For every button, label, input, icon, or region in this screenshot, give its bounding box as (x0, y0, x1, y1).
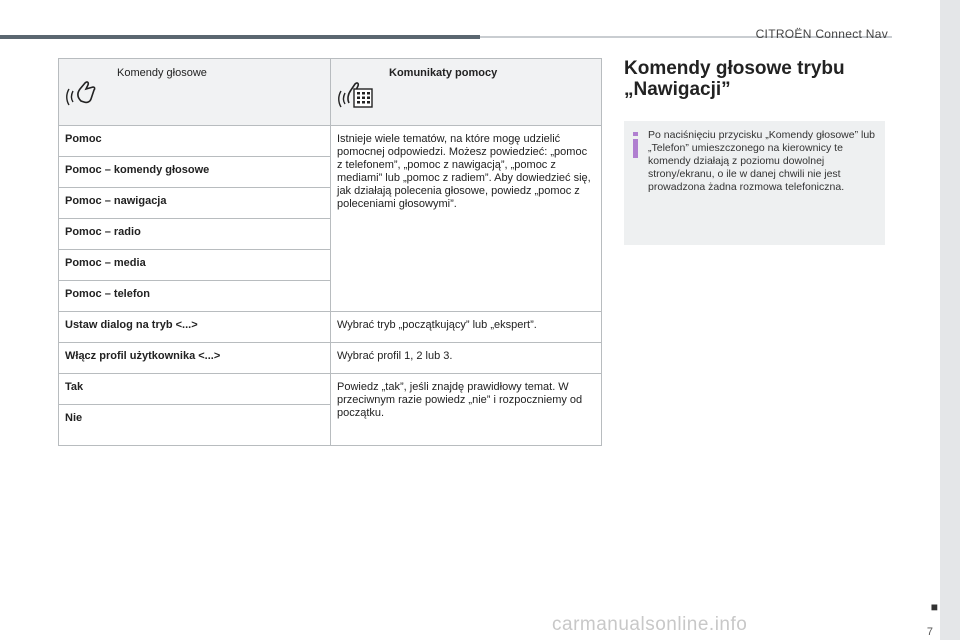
command-cell: Włącz profil użytkownika <...> (59, 343, 331, 374)
voice-help-icon (335, 69, 377, 111)
watermark: carmanualsonline.info (552, 614, 748, 635)
section-title-line1: Komendy głosowe trybu (624, 58, 845, 79)
table-row (59, 126, 602, 157)
header-cell-commands (59, 59, 331, 126)
table-row (59, 343, 602, 374)
voice-command-icon (63, 69, 105, 111)
section-title (624, 58, 886, 100)
help-response-cell: Istnieje wiele tematów, na które mogę udzielić pomocnej odpowiedzi. Możesz powiedzieć: „pomoc z telefonem”, „pomoc z nawigacją”, „pomoc z mediami” lub „pomoc z radiem”. Aby dowiedzieć się, jak działają polecenia głosowe, powiedz „pomoc z poleceniami głosowymi”. (331, 126, 602, 312)
command-cell: Pomoc – telefon (59, 281, 331, 312)
command-cell: Pomoc – media (59, 250, 331, 281)
command-cell: Nie (59, 405, 331, 446)
header-cell-help (331, 59, 602, 126)
command-cell: Tak (59, 374, 331, 405)
command-cell: Pomoc – radio (59, 219, 331, 250)
page-number: 7 (926, 626, 933, 638)
response-cell: Powiedz „tak”, jeśli znajdę prawidłowy temat. W przeciwnym razie powiedz „nie” i rozpoczniemy od początku. (331, 374, 602, 446)
info-box (624, 121, 885, 245)
command-cell: Pomoc – nawigacja (59, 188, 331, 219)
response-cell: Wybrać profil 1, 2 lub 3. (331, 343, 602, 374)
command-cell: Ustaw dialog na tryb <...> (59, 312, 331, 343)
column-header-help: Komunikaty pomocy (389, 67, 498, 79)
table-row (59, 312, 602, 343)
header-title: CITROËN Connect Nav (755, 27, 888, 41)
info-text: Po naciśnięciu przycisku „Komendy głosowe” lub „Telefon” umieszczonego na kierownicy te komendy działają z poziomu dowolnej strony/ekranu, o ile w danej chwili nie jest prowadzona żadna rozmowa telefoniczna. (648, 129, 876, 193)
voice-command-table (58, 58, 602, 446)
side-strip (940, 0, 960, 640)
table-row (59, 374, 602, 405)
command-cell: Pomoc (59, 126, 331, 157)
info-icon (632, 132, 640, 158)
response-cell: Wybrać tryb „początkujący” lub „ekspert”. (331, 312, 602, 343)
table-header-row (59, 59, 602, 126)
command-cell: Pomoc – komendy głosowe (59, 157, 331, 188)
header-bar (0, 35, 480, 39)
column-header-commands: Komendy głosowe (117, 67, 207, 79)
section-title-line2: „Nawigacji” (624, 79, 731, 100)
page-bullet: ■ (930, 600, 938, 614)
section-header (624, 58, 886, 100)
